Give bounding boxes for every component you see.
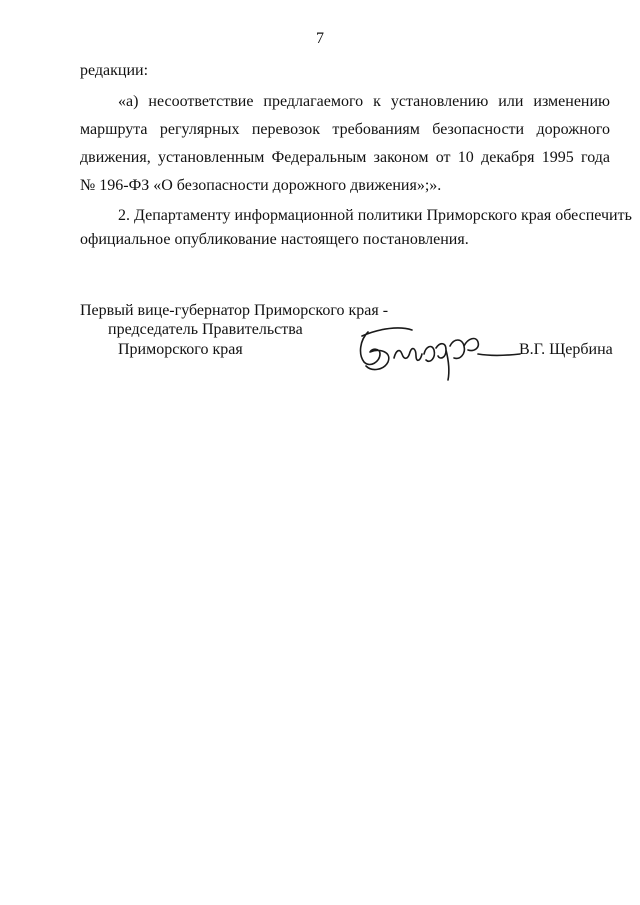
body-line-1: редакции:	[80, 62, 149, 79]
body-line-5: № 196-ФЗ «О безопасности дорожного движения»;».	[80, 177, 442, 194]
handwritten-signature	[350, 318, 525, 383]
body-line-6: 2. Департаменту информационной политики Приморского края обеспечить	[118, 207, 632, 224]
signer-title-line-2: председатель Правительства	[108, 321, 303, 338]
signer-title-line-3: Приморского края	[118, 341, 243, 358]
body-line-4: движения, установленным Федеральным законом от 10 декабря 1995 года	[80, 149, 610, 166]
body-line-2: «а) несоответствие предлагаемого к установлению или изменению	[118, 93, 610, 110]
signer-title-line-1: Первый вице-губернатор Приморского края -	[80, 302, 389, 319]
page-number: 7	[316, 30, 324, 47]
signer-name: В.Г. Щербина	[519, 341, 613, 358]
body-line-3: маршрута регулярных перевозок требованиям безопасности дорожного	[80, 121, 610, 138]
body-line-7: официальное опубликование настоящего постановления.	[80, 231, 469, 248]
